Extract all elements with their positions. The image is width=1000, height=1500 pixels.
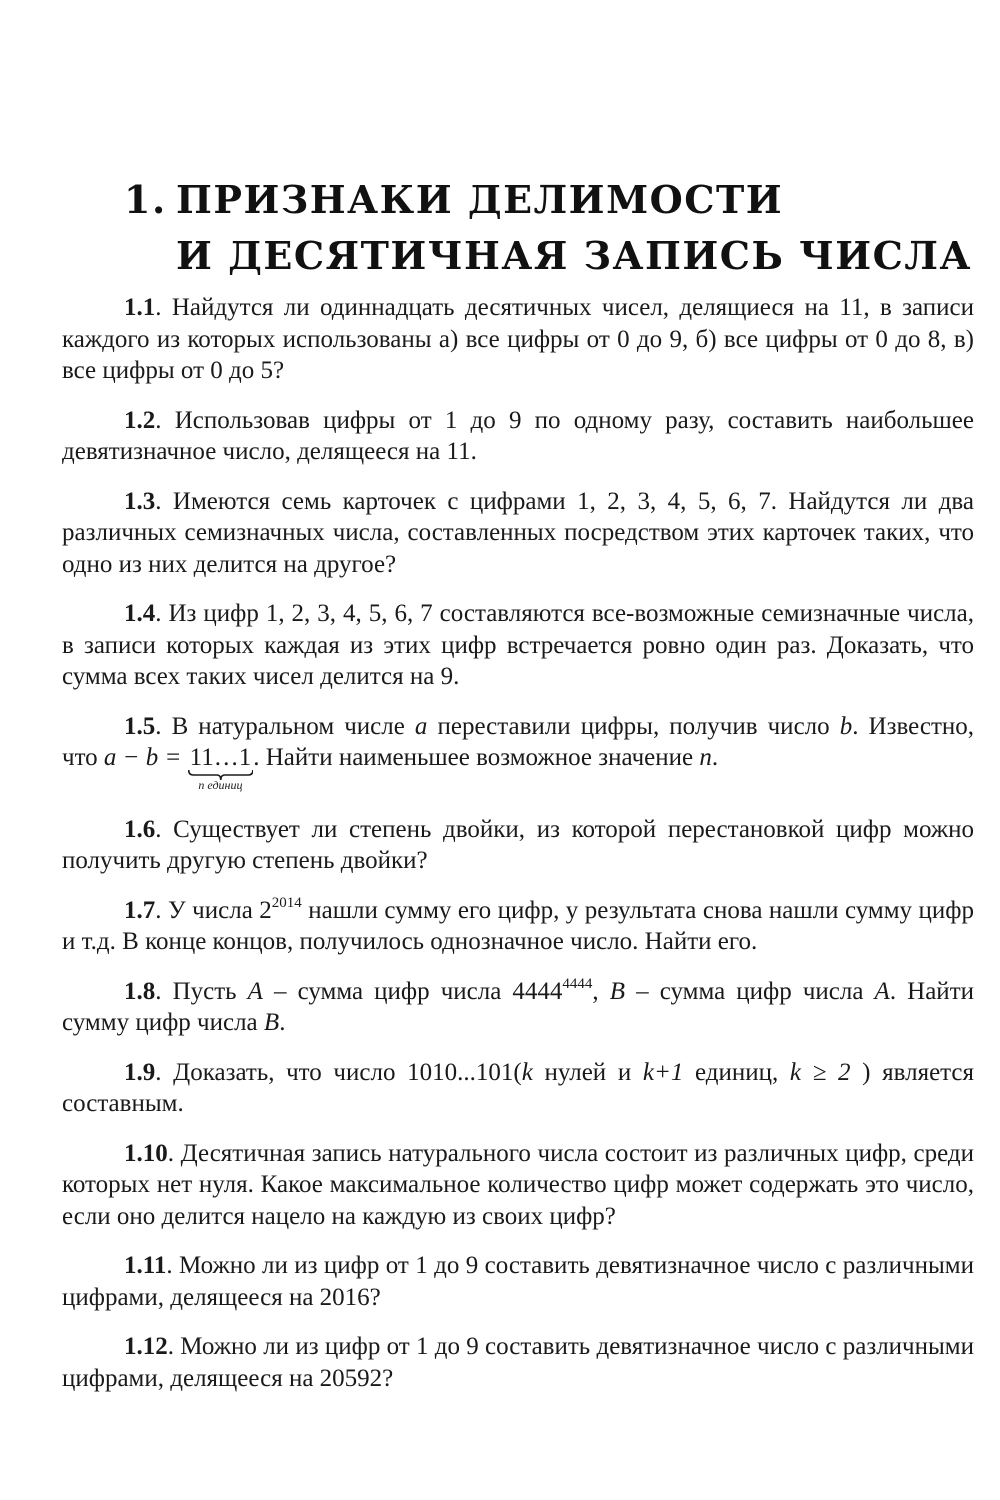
problem-1-2 (62, 405, 974, 468)
problem-list (62, 292, 974, 1412)
problem-text: . Найти наименьшее возможное значение (253, 744, 700, 771)
problem-number: 1.9 (124, 1058, 156, 1086)
equation-a-minus-b: a − b = (103, 744, 182, 771)
chapter-number: 1. (124, 177, 167, 222)
chapter-title (124, 172, 972, 284)
variable-B: B (263, 1009, 280, 1036)
exponent: 4444 (562, 975, 593, 992)
problem-text: . Десятичная запись натурального числа состоит из различных цифр, среди которых нет нуля. Какое максимальное количество цифр может содержать это число, если оно делится нацело на каждую из своих цифр? (62, 1139, 974, 1230)
underbrace-label: n единиц (198, 778, 243, 792)
variable-B: B (609, 977, 626, 1005)
problem-text: . Можно ли из цифр от 1 до 9 составить девятизначное число с различными цифрами, делящееся на 20592? (62, 1333, 974, 1392)
problem-text: нулей и (532, 1058, 643, 1086)
problem-text: переставили цифры, получив число (427, 712, 840, 740)
problem-text: . Существует ли степень двойки, из которой перестановкой цифр можно получить другую степень двойки? (62, 815, 974, 874)
problem-text: . У числа 2 (155, 896, 272, 924)
problem-text: . Можно ли из цифр от 1 до 9 составить девятизначное число с различными цифрами, делящееся на 2016? (62, 1252, 974, 1311)
problem-1-10 (62, 1138, 974, 1233)
problem-1-11 (62, 1250, 974, 1313)
variable-k: k (521, 1058, 533, 1086)
problem-number: 1.1 (124, 294, 156, 321)
problem-number: 1.12 (124, 1333, 168, 1360)
condition-k: k ≥ 2 (789, 1058, 851, 1086)
problem-text: . Найдутся ли одиннадцать десятичных чисел, делящиеся на 11, в записи каждого из которых использованы а) все цифры от 0 до 9, б) все цифры от 0 до 8, в) все цифры от 0 до 5? (62, 294, 974, 384)
problem-text: . (279, 1009, 286, 1036)
problem-number: 1.10 (124, 1139, 168, 1167)
problem-text: . Из цифр 1, 2, 3, 4, 5, 6, 7 составляются все-возможные семизначные числа, в записи которых каждая из этих цифр встречается ровно один раз. Доказать, что сумма всех таких чисел делится на 9. (62, 600, 974, 690)
chapter-title-line-2: И ДЕСЯТИЧНАЯ ЗАПИСЬ ЧИСЛА (176, 233, 972, 278)
problem-1-4 (62, 598, 974, 693)
variable-b: b (839, 712, 853, 740)
problem-text: . В натуральном числе (155, 712, 415, 740)
problem-text: . (711, 744, 719, 771)
underbrace-ones (189, 742, 252, 792)
variable-k-plus-1: k+1 (642, 1058, 684, 1086)
problem-number: 1.5 (124, 712, 156, 740)
variable-n: n (699, 744, 712, 771)
variable-A: A (247, 977, 263, 1005)
problem-text: единиц, (683, 1058, 790, 1086)
problem-text: . Имеются семь карточек с цифрами 1, 2, 3, 4, 5, 6, 7. Найдутся ли два различных семизначных числа, составленных посредством этих карточек таких, что одно из них делится на другое? (62, 487, 974, 578)
problem-1-12 (62, 1331, 974, 1394)
problem-number: 1.8 (124, 977, 156, 1005)
problem-number: 1.4 (124, 600, 156, 627)
problem-text: . Найти сумму цифр числа (62, 977, 974, 1036)
problem-number: 1.2 (124, 406, 156, 434)
problem-text: – сумма цифр числа 4444 (262, 977, 563, 1005)
problem-text: . Использовав цифры от 1 до 9 по одному разу, составить наибольшее девятизначное число, делящееся на 11. (62, 406, 974, 465)
problem-number: 1.11 (124, 1252, 167, 1279)
problem-text: нашли сумму его цифр, у результата снова нашли сумму цифр и т.д. В конце концов, получилось однозначное число. Найти его. (62, 896, 974, 955)
problem-1-6 (62, 814, 974, 877)
problem-number: 1.7 (124, 896, 156, 924)
problem-1-9 (62, 1057, 974, 1120)
problem-text: . Пусть (155, 977, 248, 1005)
problem-text: . Известно, что (62, 712, 974, 771)
problem-1-1 (62, 292, 974, 387)
problem-1-8 (62, 976, 974, 1039)
problem-number: 1.3 (124, 487, 156, 515)
exponent: 2014 (271, 894, 302, 911)
problem-text: , (592, 977, 610, 1005)
chapter-title-line-1: ПРИЗНАКИ ДЕЛИМОСТИ (176, 177, 784, 222)
problem-text: . Доказать, что число 1010...101( (155, 1058, 522, 1086)
problem-number: 1.6 (124, 815, 156, 843)
problem-1-5 (62, 711, 974, 792)
problem-text: – сумма цифр числа (625, 977, 875, 1005)
problem-1-3 (62, 486, 974, 581)
problem-text: ) является составным. (62, 1058, 974, 1117)
variable-A: A (874, 977, 890, 1005)
variable-a: a (414, 712, 428, 740)
ones-digits: 11…1 (189, 744, 252, 771)
problem-1-7 (62, 895, 974, 958)
